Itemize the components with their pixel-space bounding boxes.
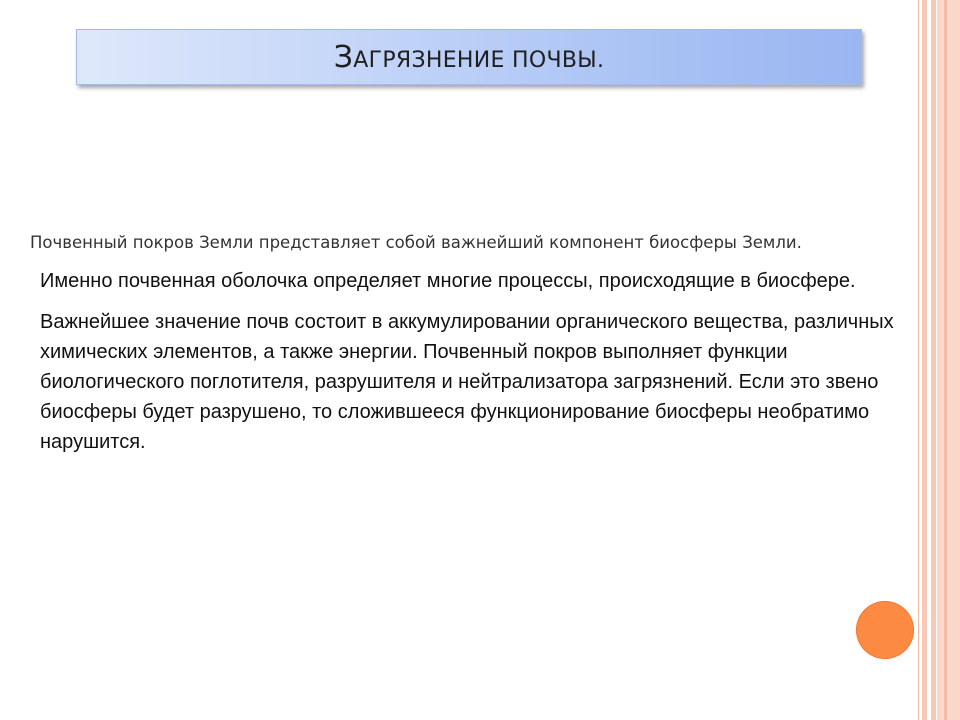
decorative-circle — [856, 601, 914, 659]
lead-sentence: Почвенный покров Земли представляет собой важнейший компонент биосферы Земли. — [30, 233, 802, 252]
edge-stripe — [918, 0, 919, 720]
slide-title-rest: АГРЯЗНЕНИЕ ПОЧВЫ. — [353, 47, 605, 73]
paragraph: Важнейшее значение почв состоит в аккумулировании органического вещества, различных химических элементов, а также энергии. Почвенный покров выполняет функции биологического поглотителя, разрушителя и нейтрализатора загрязнений. Если это звено биосферы будет разрушено, то сложившееся функционирование биосферы необратимо нарушится. — [40, 311, 894, 453]
edge-stripe — [922, 0, 927, 720]
title-banner — [76, 29, 862, 85]
slide-title-first-letter: З — [333, 39, 354, 75]
edge-stripe — [944, 0, 947, 720]
paragraph: Именно почвенная оболочка определяет многие процессы, происходящие в биосфере. — [40, 270, 856, 292]
edge-stripe — [937, 0, 960, 720]
edge-stripe — [931, 0, 936, 720]
body-text — [40, 266, 910, 468]
slide-title — [334, 40, 605, 75]
